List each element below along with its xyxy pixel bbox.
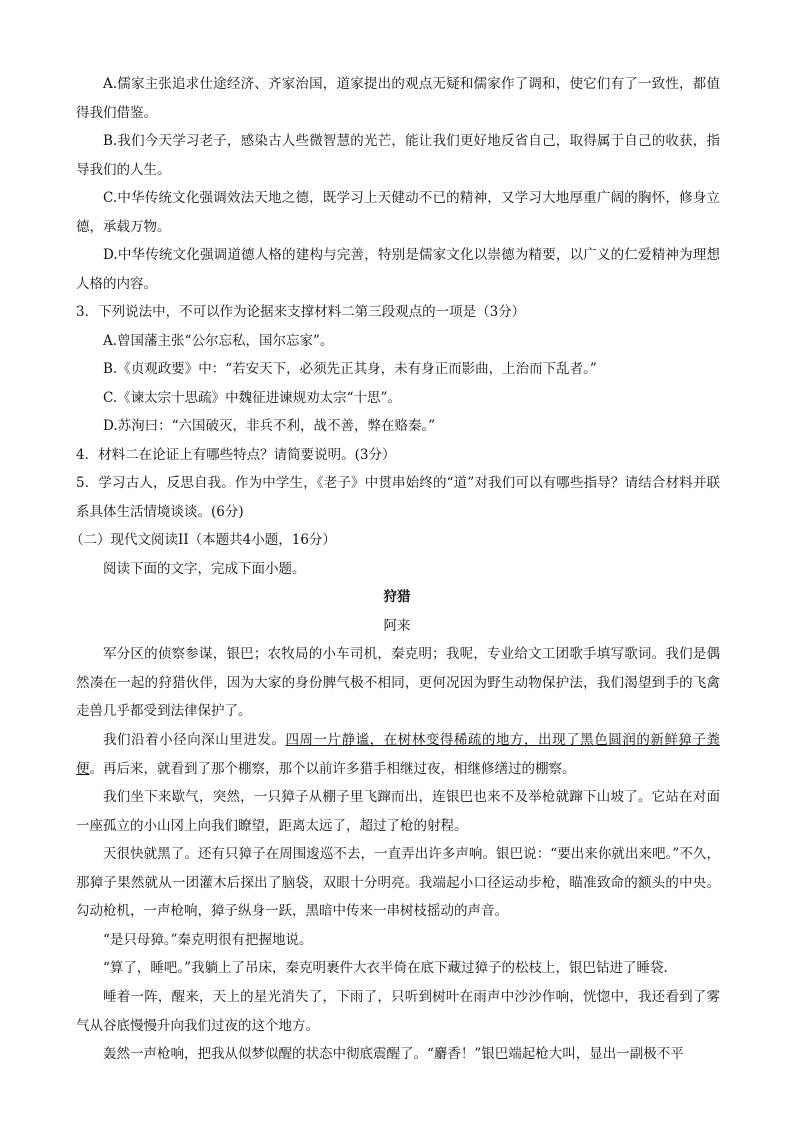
story-paragraph-7: 唾着一阵，醒来，天上的星光消失了，下雨了，只听到树叶在雨声中沙沙作响，恍惚中，我还看到了雾气从谷底慢慢升向我们过夜的这个地方。 [76,989,720,1034]
option-2b: B.我们今天学习老子，感染古人些微智慧的光芒，能让我们更好地反省自己，取得属于自己的收获，指导我们的人生。 [76,133,720,178]
paragraph-2-lead: 我们沿着小径向深山里进发。 [103,732,286,748]
underlined-sentence: 四周一片静谧，在树林变得稀疏的地方，出现了黑色圆润的新鲜獐子粪便 [76,732,720,777]
option-2a: A.儒家主张追求仕途经济、齐家治国，道家提出的观点无疑和儒家作了调和，使它们有了一致性，都值得我们借鉴。 [76,76,720,121]
question-3-stem: 3．下列说法中，不可以作为论据来支撑材料二第三段观点的一项是（3分） [76,304,526,320]
paragraph-2-tail: 。再后来，就看到了那个棚察，那个以前许多猎手相继过夜，相继修缮过的棚察。 [89,760,576,777]
option-3a: A.曾国藩主张“公尔忘私，国尔忘家”。 [103,333,334,349]
option-3c: C.《谏太宗十思疏》中魏征进谏规劝太宗“十思”。 [103,390,401,406]
reading-instruction: 阅读下面的文字，完成下面小题。 [103,561,306,577]
story-title: 狩猎 [383,589,411,605]
option-2d: D.中华传统文化强调道德人格的建构与完善，特别是儒家文化以崇德为精要，以广义的仁爱精神为理想人格的内容。 [76,247,720,292]
story-paragraph-1: 军分区的侦察参谋，银巴；农牧局的小车司机，秦克明；我呢，专业给文工团歌手填写歌词。我们是偶然凑在一起的狩猎伙伴，因为大家的身份脾气极不相同，更何况因为野生动物保护法，我们渴望到手的飞禽走兽几乎都受到法律保护了。 [76,646,720,720]
story-paragraph-2 [76,726,720,783]
option-3b: B.《贞观政要》中：“若安天下，必须先正其身，未有身正而影曲，上治而下乱者。” [103,361,597,377]
section-header: （二）现代文阅读II（本题共4小题，16分） [70,532,336,548]
question-5: 5．学习古人，反思自我。作为中学生，《老子》中贯串始终的“道”对我们可以有哪些指导？请结合材料并联系具体生活情境谈谈。(6分) [76,475,720,520]
story-paragraph-4: 天很快就黑了。还有只獐子在周围逡巡不去，一直弄出许多声响。银巴说：“要出来你就出来吧。”不久，那獐子果然就从一团灌木后探出了脑袋，双眼十分明亮。我端起小口径运动步枪，瞄准致命的额头的中央。勾动枪机，一声枪响，獐子纵身一跃，黑暗中传来一串树枝摇动的声音。 [76,846,720,920]
option-3d: D.苏洵曰：“六国破灭，非兵不利，战不善，弊在赂秦。” [103,418,436,434]
story-author: 阿来 [383,618,411,634]
story-paragraph-6: “算了，睡吧。”我躺上了吊床，秦克明裹件大衣半倚在底下藏过獐子的松枝上，银巴钻进了睡袋. [103,960,668,976]
story-paragraph-5: “是只母獐。”秦克明很有把握地说。 [103,932,313,948]
question-4: 4．材料二在论证上有哪些特点？请简要说明。(3分） [76,447,396,463]
option-2c: C.中华传统文化强调效法天地之德，既学习上天健动不已的精神，又学习大地厚重广阔的胸怀，修身立德，承载万物。 [76,190,720,235]
story-paragraph-3: 我们坐下来歇气，突然，一只獐子从棚子里飞蹿而出，连银巴也来不及举枪就蹿下山坡了。它站在对面一座孤立的小山冈上向我们瞭望，距离太远了，超过了枪的射程。 [76,789,720,834]
story-paragraph-8: 轰然一声枪响，把我从似梦似醒的状态中彻底震醒了。“麝香！”银巴端起枪大叫，显出一副极不平 [103,1046,684,1062]
